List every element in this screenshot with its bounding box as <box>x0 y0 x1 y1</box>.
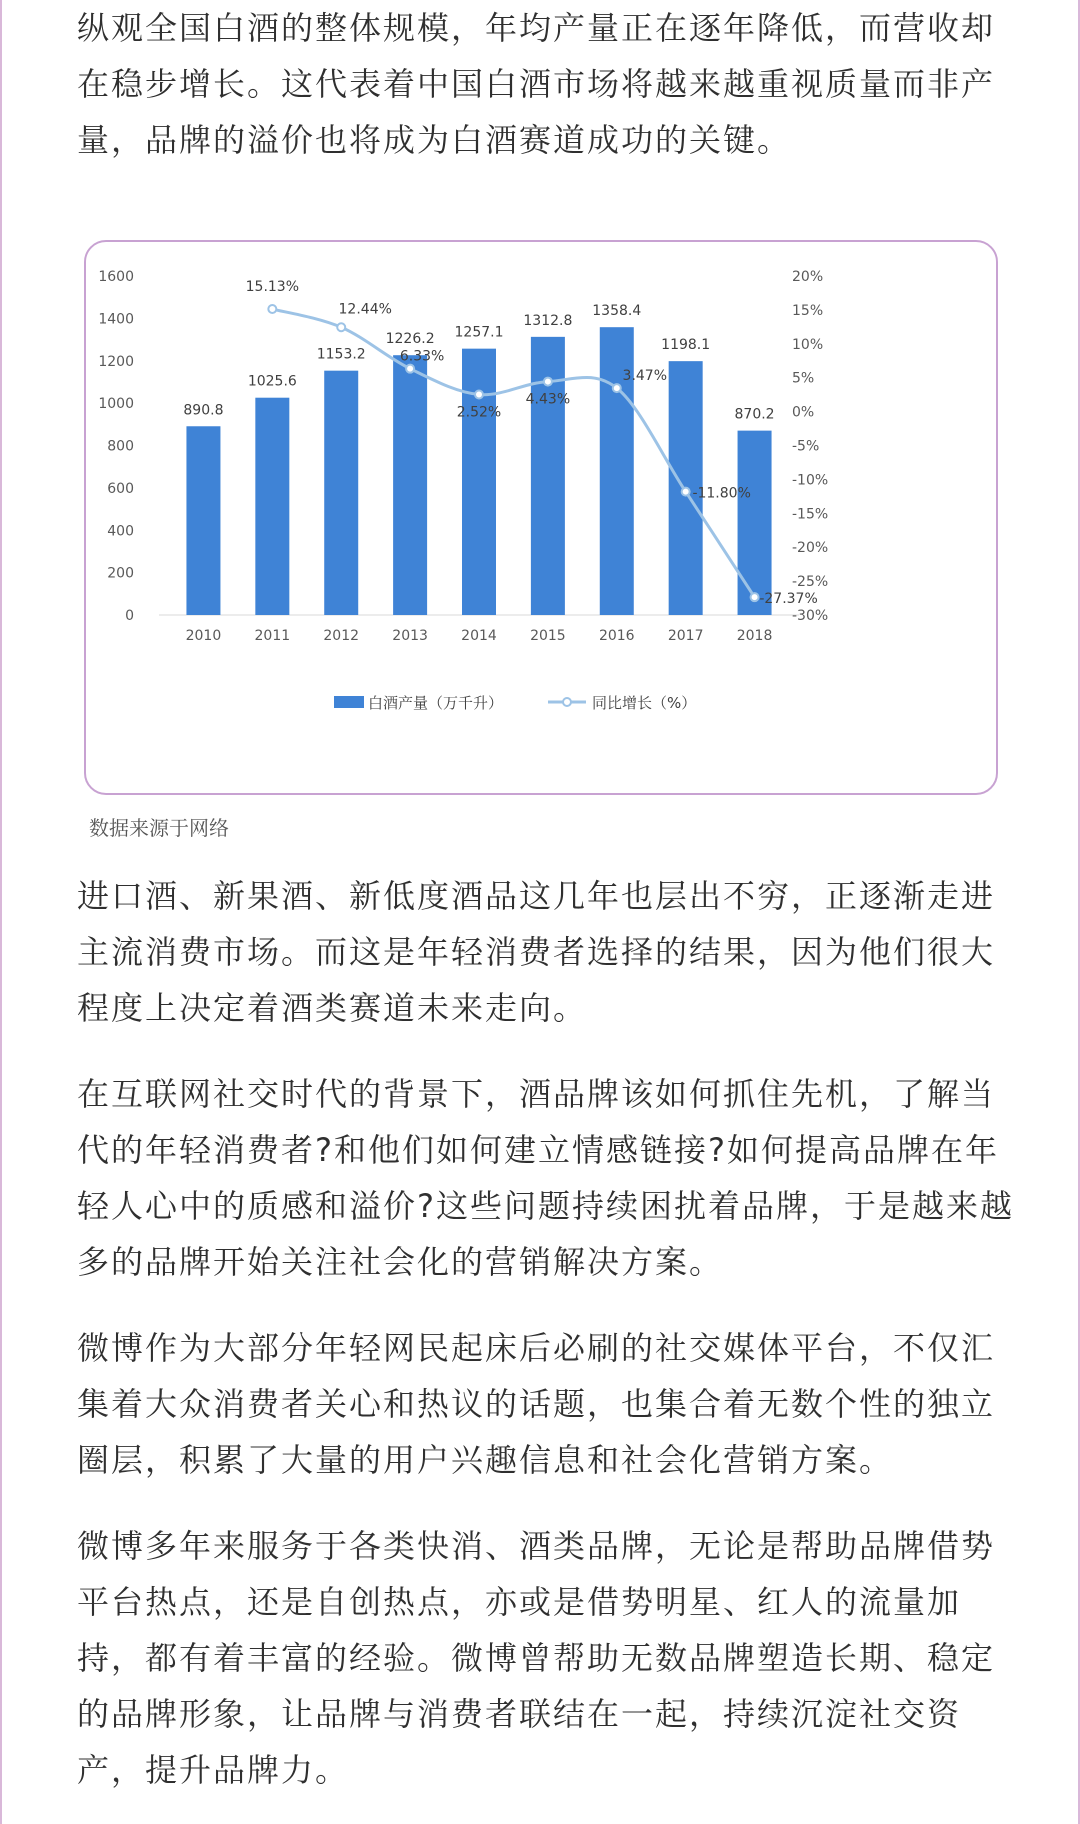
bar <box>186 426 220 615</box>
bar-value-label: 1312.8 <box>523 312 573 329</box>
bar-value-label: 1226.2 <box>385 331 435 348</box>
y-right-tick-label: 15% <box>792 302 824 319</box>
y-left-tick-label: 1600 <box>98 269 134 285</box>
x-tick-label: 2012 <box>323 628 360 644</box>
y-right-tick-label: -10% <box>792 472 829 489</box>
paragraph-1: 纵观全国白酒的整体规模，年均产量正在逐年降低，而营收却在稳步增长。这代表着中国白酒市场将越来越重视质量而非产量，品牌的溢价也将成为白酒赛道成功的关键。 <box>77 9 996 159</box>
bar-value-label: 1358.4 <box>592 303 642 320</box>
growth-point <box>268 305 276 313</box>
bar <box>324 371 358 615</box>
x-tick-label: 2011 <box>254 628 291 644</box>
y-left-tick-label: 1400 <box>98 311 134 328</box>
y-left-tick-label: 200 <box>107 565 134 582</box>
bar-value-label: 1198.1 <box>661 337 711 354</box>
x-tick-label: 2015 <box>530 628 566 644</box>
legend-line-marker <box>563 698 571 706</box>
y-left-tick-label: 600 <box>107 480 134 497</box>
growth-point <box>475 391 483 399</box>
growth-value-label: 6.33% <box>399 348 445 365</box>
bar-value-label: 870.2 <box>734 406 775 423</box>
y-left-tick-label: 1000 <box>98 396 134 413</box>
legend-bar-label: 白酒产量（万千升） <box>368 694 504 712</box>
growth-point <box>613 384 621 392</box>
bar <box>393 355 427 615</box>
growth-point <box>682 488 690 496</box>
legend-bar-swatch <box>334 696 364 708</box>
y-left-tick-label: 0 <box>125 608 134 624</box>
legend-line-label: 同比增长（%） <box>592 694 697 712</box>
bar <box>462 349 496 615</box>
source-note: 数据来源于网络 <box>89 816 229 840</box>
growth-point <box>406 365 414 373</box>
bar-value-label: 1257.1 <box>454 324 504 341</box>
x-tick-label: 2016 <box>598 628 635 644</box>
y-right-tick-label: -5% <box>792 438 820 455</box>
paragraph-2: 进口酒、新果酒、新低度酒品这几年也层出不穷，正逐渐走进主流消费市场。而这是年轻消费者选择的结果，因为他们很大程度上决定着酒类赛道未来走向。 <box>77 877 996 1027</box>
growth-value-label: -27.37% <box>759 591 818 608</box>
y-right-tick-label: -20% <box>792 540 829 557</box>
growth-value-label: 2.52% <box>456 404 502 421</box>
y-right-tick-label: -30% <box>792 608 829 624</box>
paragraph-3: 在互联网社交时代的背景下，酒品牌该如何抓住先机，了解当代的年轻消费者?和他们如何建立情感链接?如何提高品牌在年轻人心中的质感和溢价?这些问题持续困扰着品牌，于是越来越多的品牌开始关注社会化的营销解决方案。 <box>77 1075 1014 1281</box>
y-right-tick-label: 0% <box>792 404 815 421</box>
bar-value-label: 1153.2 <box>316 346 366 363</box>
growth-value-label: 12.44% <box>338 301 392 318</box>
bar-value-label: 1025.6 <box>247 373 297 390</box>
paragraph-5: 微博多年来服务于各类快消、酒类品牌，无论是帮助品牌借势平台热点，还是自创热点，亦或是借势明星、红人的流量加持，都有着丰富的经验。微博曾帮助无数品牌塑造长期、稳定的品牌形象，让品牌与消费者联结在一起，持续沉淀社交资产，提升品牌力。 <box>77 1527 996 1789</box>
growth-value-label: 4.43% <box>525 391 571 408</box>
chart-container <box>84 240 998 795</box>
paragraph-4: 微博作为大部分年轻网民起床后必刷的社交媒体平台，不仅汇集着大众消费者关心和热议的话题，也集合着无数个性的独立圈层，积累了大量的用户兴趣信息和社会化营销方案。 <box>77 1329 996 1479</box>
x-tick-label: 2018 <box>736 628 773 644</box>
y-left-tick-label: 1200 <box>98 353 134 370</box>
y-left-tick-label: 800 <box>107 438 134 455</box>
x-tick-label: 2017 <box>667 628 704 644</box>
growth-value-label: -11.80% <box>692 485 751 502</box>
growth-point <box>751 593 759 601</box>
bar-value-label: 890.8 <box>183 402 224 419</box>
growth-point <box>337 323 345 331</box>
growth-point <box>544 378 552 386</box>
x-tick-label: 2013 <box>392 628 428 644</box>
y-right-tick-label: 5% <box>792 370 815 387</box>
x-tick-label: 2014 <box>461 628 497 644</box>
production-growth-chart <box>86 242 1000 797</box>
y-right-tick-label: -15% <box>792 506 829 523</box>
y-right-tick-label: 20% <box>792 269 824 285</box>
bar <box>738 431 772 615</box>
x-tick-label: 2010 <box>185 628 222 644</box>
growth-value-label: 15.13% <box>245 279 300 296</box>
y-right-tick-label: 10% <box>792 336 824 353</box>
y-left-tick-label: 400 <box>107 523 134 540</box>
bar <box>255 398 289 615</box>
y-right-tick-label: -25% <box>792 574 829 591</box>
growth-value-label: 3.47% <box>622 368 668 385</box>
